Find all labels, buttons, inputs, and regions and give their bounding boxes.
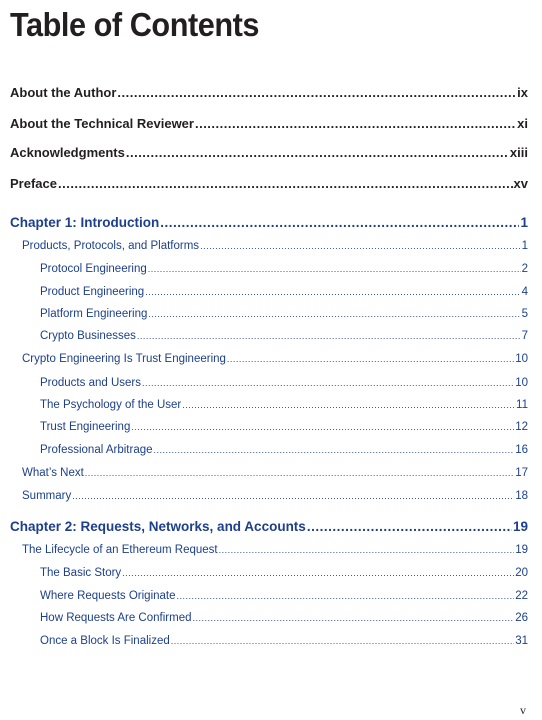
toc-subsection[interactable] — [40, 590, 528, 602]
toc-entry-page: 20 — [515, 567, 528, 579]
toc-entry-label: Professional Arbitrage — [40, 444, 153, 456]
dot-leader — [126, 145, 509, 160]
toc-entry-label: Protocol Engineering — [40, 263, 147, 275]
toc-entry-page: 11 — [516, 399, 528, 411]
toc-section[interactable] — [22, 240, 528, 252]
dot-leader — [85, 468, 514, 478]
toc-entry-page: 1 — [521, 240, 528, 252]
toc-chapter-2[interactable] — [10, 519, 528, 534]
toc-section[interactable] — [22, 353, 528, 365]
toc-entry-label: Summary — [22, 490, 72, 502]
toc-entry-label: Preface — [10, 176, 57, 191]
dot-leader — [171, 636, 514, 646]
toc-entry-page: 17 — [515, 467, 528, 479]
toc-entry-label: Where Requests Originate — [40, 590, 176, 602]
dot-leader — [148, 309, 520, 319]
toc-entry-page: 31 — [515, 635, 528, 647]
toc-entry-page: 5 — [521, 308, 528, 320]
dot-leader — [200, 241, 521, 251]
toc-entry-acknowledgments[interactable] — [10, 145, 528, 160]
dot-leader — [137, 331, 521, 341]
toc-subsection[interactable] — [40, 286, 528, 298]
toc-entry-label: Products, Protocols, and Platforms — [22, 240, 200, 252]
toc-entry-label: Crypto Businesses — [40, 330, 136, 342]
toc-entry-label: Product Engineering — [40, 286, 145, 298]
toc-chapter-1[interactable] — [10, 215, 528, 230]
toc-entry-page: 12 — [515, 421, 528, 433]
toc-entry-label: The Psychology of the User — [40, 399, 182, 411]
dot-leader — [307, 519, 512, 534]
page-number: v — [520, 703, 526, 717]
toc-entry-label: Acknowledgments — [10, 145, 125, 160]
toc-entry-about-author[interactable] — [10, 85, 528, 100]
toc-subsection[interactable] — [40, 330, 528, 342]
toc-entry-label: Chapter 1: Introduction — [10, 215, 160, 230]
toc-entry-label: What’s Next — [22, 467, 84, 479]
toc-entry-label: Trust Engineering — [40, 421, 131, 433]
dot-leader — [177, 591, 515, 601]
toc-entry-page: 16 — [515, 444, 528, 456]
toc-entry-page: xv — [513, 176, 528, 191]
toc-entry-label: The Basic Story — [40, 567, 122, 579]
dot-leader — [142, 378, 514, 388]
page-title: Table of Contents — [10, 6, 259, 43]
toc-subsection[interactable] — [40, 308, 528, 320]
toc-entry-label: The Lifecycle of an Ethereum Request — [22, 544, 218, 556]
toc-subsection[interactable] — [40, 421, 528, 433]
toc-subsection[interactable] — [40, 612, 528, 624]
dot-leader — [154, 445, 515, 455]
toc-entry-label: Platform Engineering — [40, 308, 148, 320]
dot-leader — [192, 613, 514, 623]
dot-leader — [160, 215, 519, 230]
toc-subsection[interactable] — [40, 567, 528, 579]
toc-entry-page: 7 — [521, 330, 528, 342]
toc-section[interactable] — [22, 490, 528, 502]
toc-subsection[interactable] — [40, 263, 528, 275]
toc-entry-page: 2 — [521, 263, 528, 275]
toc-subsection[interactable] — [40, 399, 528, 411]
dot-leader — [58, 176, 513, 191]
toc-entry-about-reviewer[interactable] — [10, 116, 528, 131]
toc-entry-page: xi — [517, 116, 528, 131]
toc-entry-page: 18 — [515, 490, 528, 502]
toc-entry-page: 10 — [515, 377, 528, 389]
toc-entry-label: Crypto Engineering Is Trust Engineering — [22, 353, 226, 365]
dot-leader — [195, 116, 516, 131]
toc-entry-label: About the Author — [10, 85, 117, 100]
toc-subsection[interactable] — [40, 444, 528, 456]
toc-subsection[interactable] — [40, 377, 528, 389]
toc-entry-page: 4 — [521, 286, 528, 298]
toc-entry-page: 22 — [515, 590, 528, 602]
dot-leader — [72, 491, 514, 501]
toc-subsection[interactable] — [40, 635, 528, 647]
toc-entry-label: Products and Users — [40, 377, 141, 389]
toc-entry-page: 19 — [515, 544, 528, 556]
dot-leader — [219, 545, 515, 555]
toc-entry-page: 10 — [515, 353, 528, 365]
dot-leader — [227, 354, 514, 364]
toc-entry-page: 26 — [515, 612, 528, 624]
toc-entry-preface[interactable] — [10, 176, 528, 191]
toc-section[interactable] — [22, 544, 528, 556]
dot-leader — [182, 400, 515, 410]
toc-entry-page: 19 — [512, 519, 528, 534]
toc-entry-label: Chapter 2: Requests, Networks, and Accounts — [10, 519, 306, 534]
toc-entry-page: xiii — [509, 145, 528, 160]
dot-leader — [148, 264, 521, 274]
toc-section[interactable] — [22, 467, 528, 479]
toc-entry-label: How Requests Are Confirmed — [40, 612, 192, 624]
toc-entry-page: 1 — [520, 215, 528, 230]
dot-leader — [131, 422, 514, 432]
dot-leader — [145, 287, 520, 297]
toc-entry-label: Once a Block Is Finalized — [40, 635, 170, 647]
dot-leader — [117, 85, 516, 100]
toc-entry-label: About the Technical Reviewer — [10, 116, 194, 131]
dot-leader — [122, 568, 514, 578]
toc-entry-page: ix — [517, 85, 528, 100]
